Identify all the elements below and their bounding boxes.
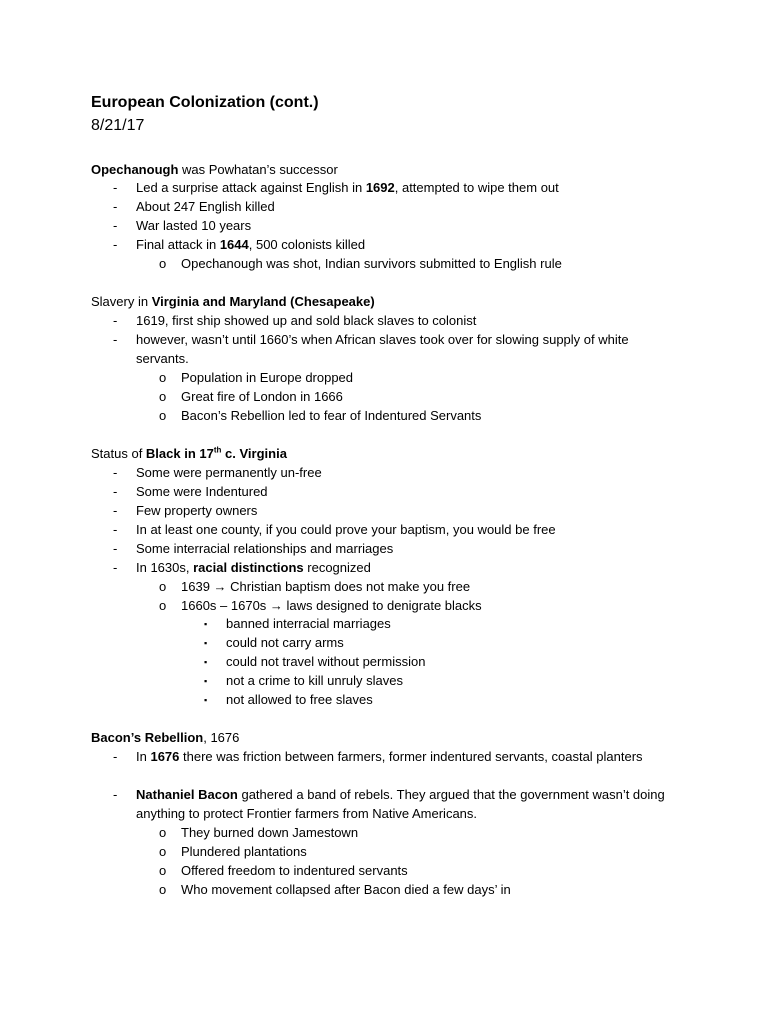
item-text: Opechanough was shot, Indian survivors submitted to English rule	[181, 256, 562, 271]
square-bullet: ▪	[204, 619, 208, 629]
list-item	[113, 748, 676, 767]
item-text: Great fire of London in 1666	[181, 389, 343, 404]
doc-date: 8/21/17	[91, 117, 145, 134]
item-text: Bacon’s Rebellion led to fear of Indentured Servants	[181, 408, 482, 423]
circle-bullet: o	[159, 579, 167, 594]
list-item	[159, 255, 562, 274]
item-text: laws designed to denigrate blacks	[282, 598, 482, 613]
item-text: recognized	[303, 560, 371, 575]
list-item	[113, 331, 676, 369]
list-item	[113, 236, 366, 255]
item-text: War lasted 10 years	[136, 218, 252, 233]
circle-bullet: o	[159, 882, 167, 897]
item-bold-text: 1644	[219, 237, 249, 252]
dash-bullet: -	[113, 560, 118, 575]
item-text: In at least one county, if you could prove your baptism, you would be free	[136, 522, 556, 537]
item-text: Some were permanently un-free	[136, 465, 322, 480]
list-item	[159, 578, 471, 597]
list-item	[113, 521, 556, 540]
list-item	[159, 862, 408, 881]
list-item	[204, 615, 391, 634]
dash-bullet: -	[113, 313, 118, 328]
circle-bullet: o	[159, 408, 167, 423]
item-text: Led a surprise attack against English in	[136, 180, 366, 195]
dash-bullet: -	[113, 332, 118, 347]
item-text: Some were Indentured	[136, 484, 268, 499]
section-heading-opechanough	[91, 161, 338, 179]
heading-bold-text: Opechanough	[91, 162, 179, 177]
list-item	[113, 312, 477, 331]
list-item	[159, 369, 354, 388]
item-text: Offered freedom to indentured servants	[181, 863, 408, 878]
item-text: Few property owners	[136, 503, 258, 518]
list-item	[113, 483, 268, 502]
dash-bullet: -	[113, 237, 118, 252]
heading-text: was Powhatan’s successor	[178, 162, 338, 177]
dash-bullet: -	[113, 787, 118, 802]
heading-bold-text: c. Virginia	[221, 446, 287, 461]
section-heading-bacons-rebellion	[91, 729, 239, 747]
item-text: banned interracial marriages	[226, 616, 391, 631]
circle-bullet: o	[159, 370, 167, 385]
circle-bullet: o	[159, 389, 167, 404]
section-heading-status	[91, 445, 287, 463]
section-heading-slavery	[91, 293, 375, 311]
dash-bullet: -	[113, 180, 118, 195]
list-item	[113, 559, 371, 578]
circle-bullet: o	[159, 863, 167, 878]
item-text: could not carry arms	[226, 635, 344, 650]
item-text: They burned down Jamestown	[181, 825, 359, 840]
list-item	[204, 672, 404, 691]
square-bullet: ▪	[204, 676, 208, 686]
list-item	[113, 786, 676, 824]
item-text: 1639	[181, 579, 214, 594]
dash-bullet: -	[113, 465, 118, 480]
item-text: Final attack in	[136, 237, 220, 252]
circle-bullet: o	[159, 825, 167, 840]
list-item	[204, 653, 426, 672]
arrow-right-icon: →	[269, 598, 283, 613]
item-text: could not travel without permission	[226, 654, 426, 669]
list-item	[113, 502, 258, 521]
list-item	[159, 881, 511, 900]
list-item	[204, 691, 373, 710]
item-text: not allowed to free slaves	[226, 692, 373, 707]
item-text: gathered a band of rebels. They argued that the government wasn’t doing anything to protect Frontier farmers from Native Americans.	[136, 787, 665, 821]
item-bold-text: 1692	[365, 180, 395, 195]
item-text: however, wasn’t until 1660’s when African slaves took over for slowing supply of white servants.	[136, 332, 629, 366]
circle-bullet: o	[159, 598, 167, 613]
square-bullet: ▪	[204, 638, 208, 648]
heading-text: , 1676	[203, 730, 240, 745]
dash-bullet: -	[113, 503, 118, 518]
dash-bullet: -	[113, 541, 118, 556]
heading-bold-text: Bacon’s Rebellion	[91, 730, 204, 745]
item-text: In 1630s,	[136, 560, 194, 575]
item-bold-text: Nathaniel Bacon	[136, 787, 238, 802]
item-text: About 247 English killed	[136, 199, 275, 214]
list-item	[159, 388, 343, 407]
heading-bold-text: Virginia and Maryland (Chesapeake)	[151, 294, 375, 309]
item-text: , attempted to wipe them out	[394, 180, 559, 195]
doc-title: European Colonization (cont.)	[91, 94, 319, 111]
dash-bullet: -	[113, 484, 118, 499]
list-item	[113, 464, 322, 483]
list-item	[159, 843, 307, 862]
list-item	[113, 217, 252, 236]
square-bullet: ▪	[204, 695, 208, 705]
list-item	[159, 597, 482, 616]
heading-bold-text: Black in 17	[145, 446, 214, 461]
item-bold-text: racial distinctions	[193, 560, 304, 575]
dash-bullet: -	[113, 199, 118, 214]
item-text: there was friction between farmers, former indentured servants, coastal planters	[179, 749, 643, 764]
list-item	[113, 198, 275, 217]
list-item	[204, 634, 344, 653]
circle-bullet: o	[159, 256, 167, 271]
item-text: not a crime to kill unruly slaves	[226, 673, 404, 688]
circle-bullet: o	[159, 844, 167, 859]
list-item	[113, 179, 559, 198]
item-bold-text: 1676	[150, 749, 180, 764]
list-item	[159, 407, 482, 426]
item-text: 1660s – 1670s	[181, 598, 270, 613]
dash-bullet: -	[113, 749, 118, 764]
item-text: Population in Europe dropped	[181, 370, 354, 385]
dash-bullet: -	[113, 218, 118, 233]
item-text: Some interracial relationships and marriages	[136, 541, 394, 556]
list-item	[113, 540, 394, 559]
heading-text: Slavery in	[91, 294, 152, 309]
dash-bullet: -	[113, 522, 118, 537]
heading-text: Status of	[91, 446, 146, 461]
item-text: In	[136, 749, 151, 764]
item-text: 1619, first ship showed up and sold black slaves to colonist	[136, 313, 477, 328]
arrow-right-icon: →	[213, 579, 227, 594]
list-item	[159, 824, 359, 843]
item-text: , 500 colonists killed	[248, 237, 366, 252]
item-text: Who movement collapsed after Bacon died a few days’ in	[181, 882, 511, 897]
superscript-text: th	[213, 445, 222, 455]
item-text: Plundered plantations	[181, 844, 307, 859]
item-text: Christian baptism does not make you free	[226, 579, 471, 594]
square-bullet: ▪	[204, 657, 208, 667]
